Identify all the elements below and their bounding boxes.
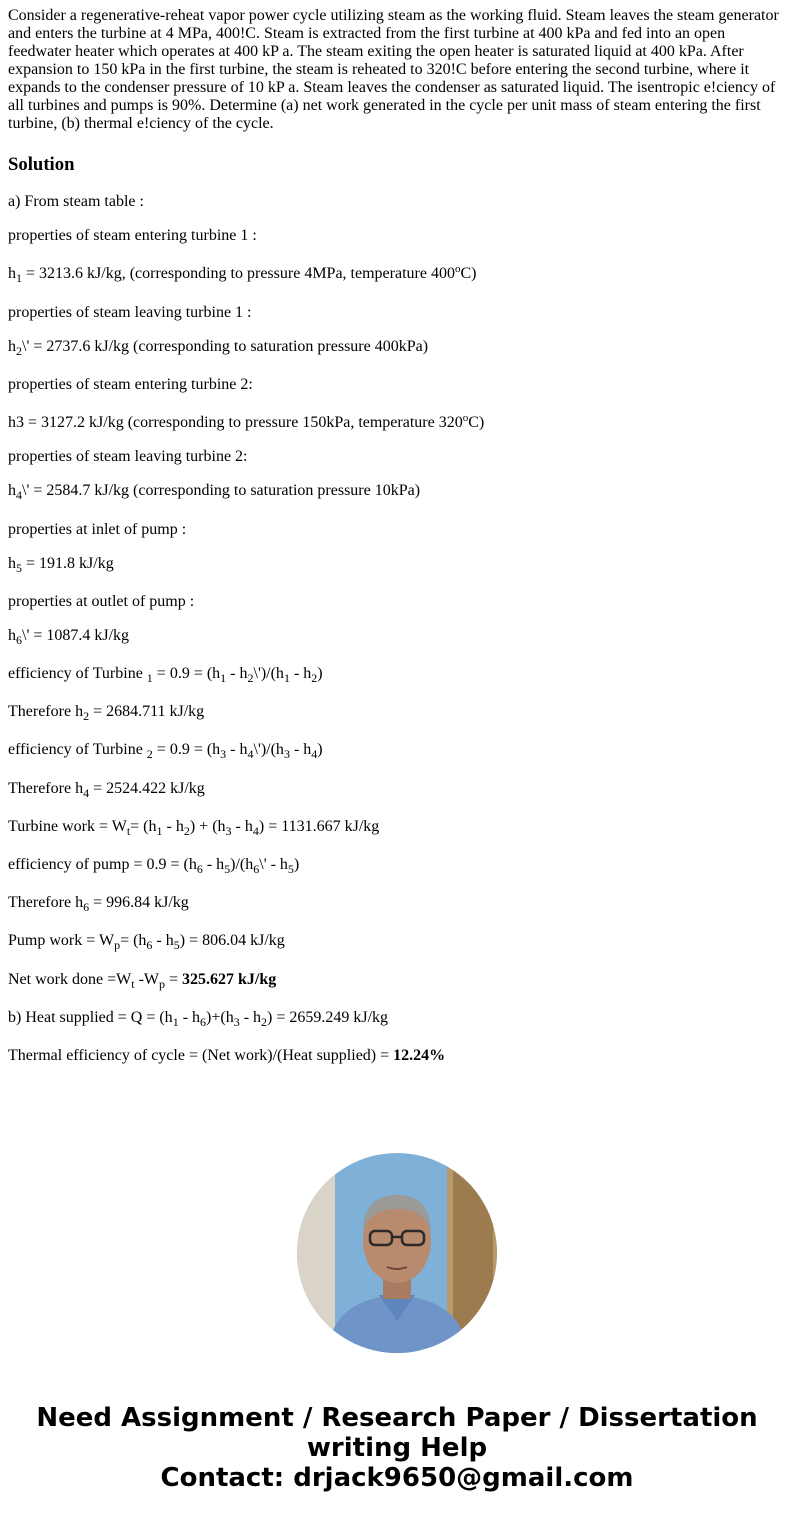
footer-line-1: Need Assignment / Research Paper / Dissertation bbox=[36, 1403, 758, 1433]
h5-line: $h_5 = 191.8$ kJ/kg bbox=[8, 555, 114, 575]
question-text: Consider a regenerative-reheat vapor power cycle utilizing steam as the working fluid. Steam leaves the steam generator and enters the turbine at 4 MPa, 400!C. Steam is extracted from the first turbine at 400 kPa and fed into an open feedwater heater which operates at 400 kP a. The steam exiting the open heater is saturated liquid at 400 kPa. After expansion to 150 kPa in the first turbine, the steam is reheated to 320!C before entering the second turbine, where it expands to the condenser pressure of 10 kP a. Steam leaves the condenser as saturated liquid. The isentropic e!ciency of all turbines and pumps is 90%. Determine (a) net work generated in the cycle per unit mass of steam entering the first turbine, (b) thermal e!ciency of the cycle. bbox=[8, 7, 779, 132]
turbine2-efficiency-line: efficiency of Turbine $_2 = 0.9 = (h_3$ - $h_4\backslash')/(h_3 - h_4)$ bbox=[8, 741, 323, 761]
turbine1-efficiency-line: efficiency of Turbine $_1 = 0.9 = (h_1$ - $h_2\backslash')/(h_1 - h_2)$ bbox=[8, 665, 323, 685]
turbine-work-line: Turbine work = $W_t= (h_1 - h_2) + (h_3 - h_4) = 1131.667$ kJ/kg bbox=[8, 818, 380, 838]
h2s-line: $h_2\backslash' = 2737.6$ kJ/kg (corresponding to saturation pressure 400kPa) bbox=[8, 338, 429, 358]
h3-line: h3 = 3127.2 kJ/kg (corresponding to pressure 150kPa, temperature 320$^o$C) bbox=[8, 412, 485, 431]
footer-line-2: writing Help bbox=[306, 1433, 488, 1463]
turbine1-inlet-label: properties of steam entering turbine 1 : bbox=[8, 227, 257, 244]
h2-result-line: Therefore $h_2 = 2684.711$ kJ/kg bbox=[8, 703, 205, 723]
h4s-line: $h_4\backslash' = 2584.7$ kJ/kg (corresponding to saturation pressure 10kPa) bbox=[8, 482, 421, 502]
step-a-intro: a) From steam table : bbox=[8, 193, 144, 210]
h1-line: $h_1 = 3213.6$ kJ/kg, (corresponding to pressure 4MPa, temperature 400$^o$C) bbox=[8, 263, 477, 285]
solution-heading: Solution bbox=[8, 154, 75, 175]
h6s-line: $h_6\backslash' = 1087.4$ kJ/kg bbox=[8, 627, 130, 647]
pump-inlet-label: properties at inlet of pump : bbox=[8, 521, 187, 538]
portrait-illustration bbox=[297, 1153, 497, 1353]
question-block bbox=[8, 7, 784, 176]
turbine2-outlet-label: properties of steam leaving turbine 2: bbox=[8, 448, 248, 465]
heat-supplied-line: b) Heat supplied = $Q = (h_1 - h_6)+(h_3 - h_2) = 2659.249$ kJ/kg bbox=[8, 1009, 389, 1029]
footer-line-3: Contact: drjack9650@gmail.com bbox=[160, 1463, 634, 1493]
thermal-efficiency-answer: 12.24% bbox=[393, 1047, 446, 1064]
author-photo bbox=[297, 1153, 497, 1353]
turbine1-outlet-label: properties of steam leaving turbine 1 : bbox=[8, 304, 252, 321]
net-work-line: Net work done $=W_t$ $-W_p = 325.627$ kJ/kg bbox=[8, 971, 277, 991]
h4-result-line: Therefore $h_4 = 2524.422$ kJ/kg bbox=[8, 780, 205, 800]
turbine2-inlet-label: properties of steam entering turbine 2: bbox=[8, 376, 253, 393]
thermal-efficiency-line: Thermal efficiency of cycle = (Net work)/(Heat supplied) = 12.24% bbox=[8, 1047, 446, 1064]
pump-work-line: Pump work = $W_p= (h_6 - h_5) = 806.04$ kJ/kg bbox=[8, 932, 285, 952]
pump-efficiency-line: efficiency of pump = $0.9 = (h_6$ - $h_5)/(h_6\backslash' - h_5)$ bbox=[8, 856, 300, 876]
pump-outlet-label: properties at outlet of pump : bbox=[8, 593, 195, 610]
h6-result-line: Therefore $h_6 = 996.84$ kJ/kg bbox=[8, 894, 189, 914]
footer-contact bbox=[0, 1403, 794, 1493]
net-work-answer: 325.627 kJ/kg bbox=[182, 971, 277, 988]
